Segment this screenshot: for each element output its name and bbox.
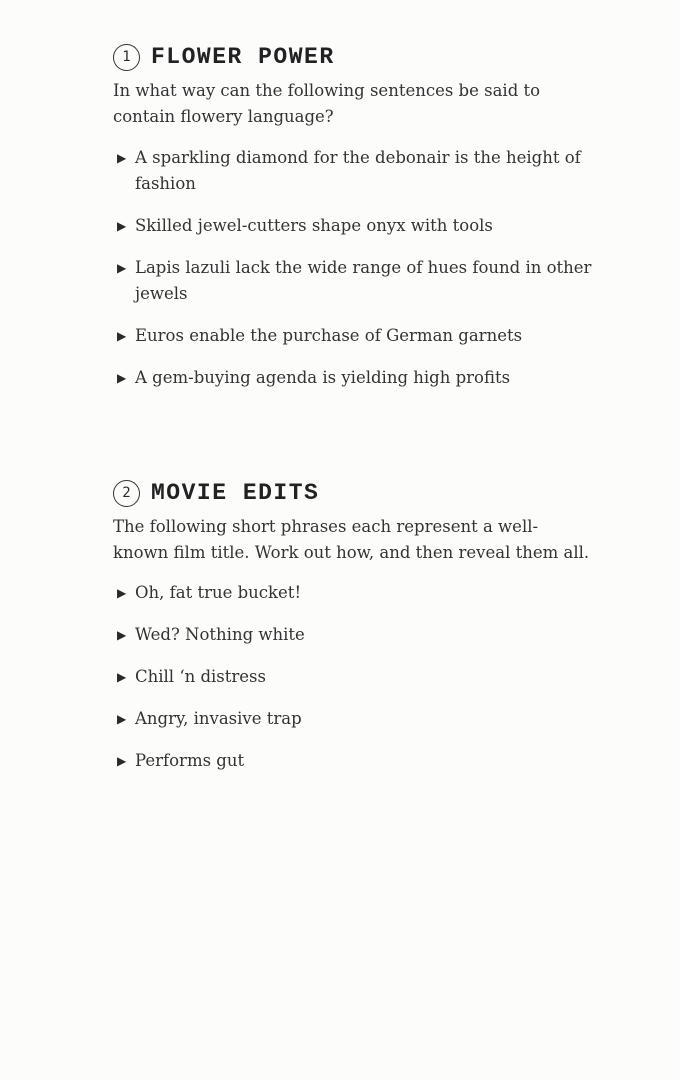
puzzle-header: [113, 40, 593, 74]
clue-text: Chill ‘n distress: [135, 667, 266, 686]
clue-text: Performs gut: [135, 751, 245, 770]
clue-text: A sparkling diamond for the debonair is the height of fashion: [135, 148, 581, 193]
triangle-right-icon: ▶: [117, 219, 127, 233]
puzzle-movie-edits: [113, 476, 593, 790]
clue-text: Skilled jewel-cutters shape onyx with tools: [135, 216, 493, 235]
clue-item: [113, 664, 593, 690]
triangle-right-icon: ▶: [117, 371, 127, 385]
puzzle-number-badge: 2: [113, 480, 140, 507]
triangle-right-icon: ▶: [117, 586, 127, 600]
puzzle-number-badge: 1: [113, 44, 140, 71]
clue-list: [113, 580, 593, 774]
clue-text: A gem-buying agenda is yielding high profits: [135, 368, 511, 387]
puzzle-intro: In what way can the following sentences be said to contain flowery language?: [113, 81, 541, 126]
clue-text: Angry, invasive trap: [135, 709, 302, 728]
triangle-right-icon: ▶: [117, 151, 127, 165]
puzzle-header: [113, 476, 593, 510]
triangle-right-icon: ▶: [117, 754, 127, 768]
triangle-right-icon: ▶: [117, 670, 127, 684]
puzzle-title: MOVIE EDITS: [151, 480, 320, 506]
clue-item: [113, 365, 593, 391]
puzzle-intro: The following short phrases each represent a well-known film title. Work out how, and then reveal them all.: [113, 517, 590, 562]
puzzle-title: FLOWER POWER: [151, 44, 335, 70]
clue-item: [113, 213, 593, 239]
clue-item: [113, 580, 593, 606]
triangle-right-icon: ▶: [117, 261, 127, 275]
clue-item: [113, 748, 593, 774]
clue-text: Wed? Nothing white: [135, 625, 305, 644]
clue-text: Euros enable the purchase of German garnets: [135, 326, 523, 345]
clue-item: [113, 622, 593, 648]
triangle-right-icon: ▶: [117, 712, 127, 726]
triangle-right-icon: ▶: [117, 329, 127, 343]
clue-item: [113, 323, 593, 349]
puzzle-flower-power: [113, 40, 593, 407]
clue-item: [113, 145, 593, 197]
clue-item: [113, 255, 593, 307]
triangle-right-icon: ▶: [117, 628, 127, 642]
clue-text: Oh, fat true bucket!: [135, 583, 302, 602]
clue-item: [113, 706, 593, 732]
clue-text: Lapis lazuli lack the wide range of hues found in other jewels: [135, 258, 592, 303]
clue-list: [113, 145, 593, 391]
